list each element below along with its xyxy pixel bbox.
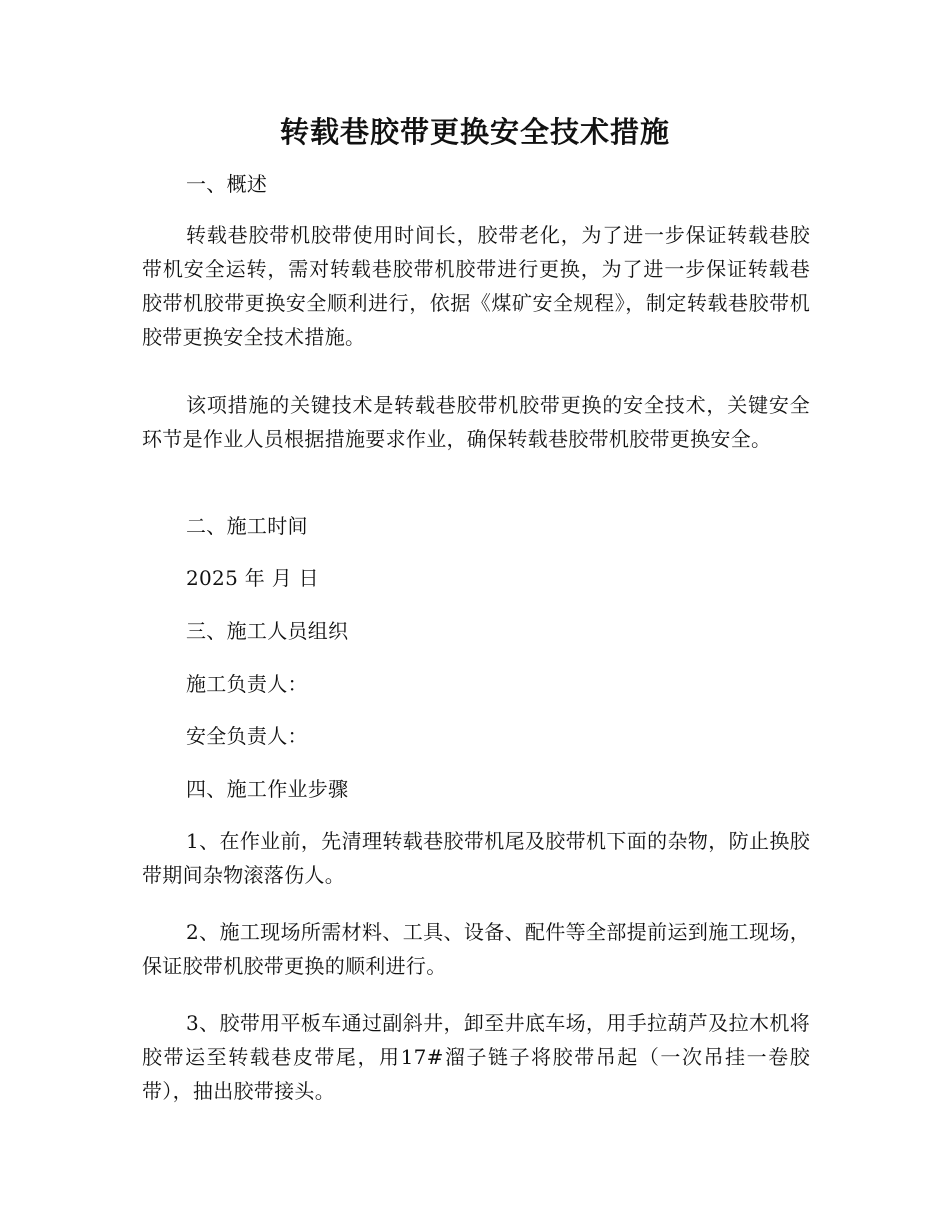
section-heading-overview: 一、概述 xyxy=(186,172,268,196)
construction-date: 2025 年 月 日 xyxy=(186,566,319,590)
section-heading-construction-time: 二、施工时间 xyxy=(186,514,308,538)
section-heading-steps: 四、施工作业步骤 xyxy=(186,777,349,801)
document-title: 转载巷胶带更换安全技术措施 xyxy=(279,115,670,149)
construction-leader-line: 施工负责人： xyxy=(186,672,308,696)
step-2-paragraph: 2、施工现场所需材料、工具、设备、配件等全部提前运到施工现场，保证胶带机胶带更换的顺利进行。 xyxy=(142,920,810,978)
step-1-paragraph: 1、在作业前，先清理转载巷胶带机尾及胶带机下面的杂物，防止换胶带期间杂物滚落伤人。 xyxy=(142,829,810,887)
section-heading-personnel: 三、施工人员组织 xyxy=(186,619,349,643)
overview-paragraph-1: 转载巷胶带机胶带使用时间长，胶带老化，为了进一步保证转载巷胶带机安全运转，需对转载巷胶带机胶带进行更换，为了进一步保证转载巷胶带机胶带更换安全顺利进行，依据《煤矿安全规程》，制定转载巷胶带机胶带更换安全技术措施。 xyxy=(142,223,810,349)
safety-leader-line: 安全负责人： xyxy=(186,724,308,748)
overview-paragraph-2: 该项措施的关键技术是转载巷胶带机胶带更换的安全技术，关键安全环节是作业人员根据措施要求作业，确保转载巷胶带机胶带更换安全。 xyxy=(142,393,810,451)
step-3-paragraph: 3、胶带用平板车通过副斜井，卸至井底车场，用手拉葫芦及拉木机将胶带运至转载巷皮带尾，用17#溜子链子将胶带吊起（一次吊挂一卷胶带），抽出胶带接头。 xyxy=(142,1011,810,1103)
